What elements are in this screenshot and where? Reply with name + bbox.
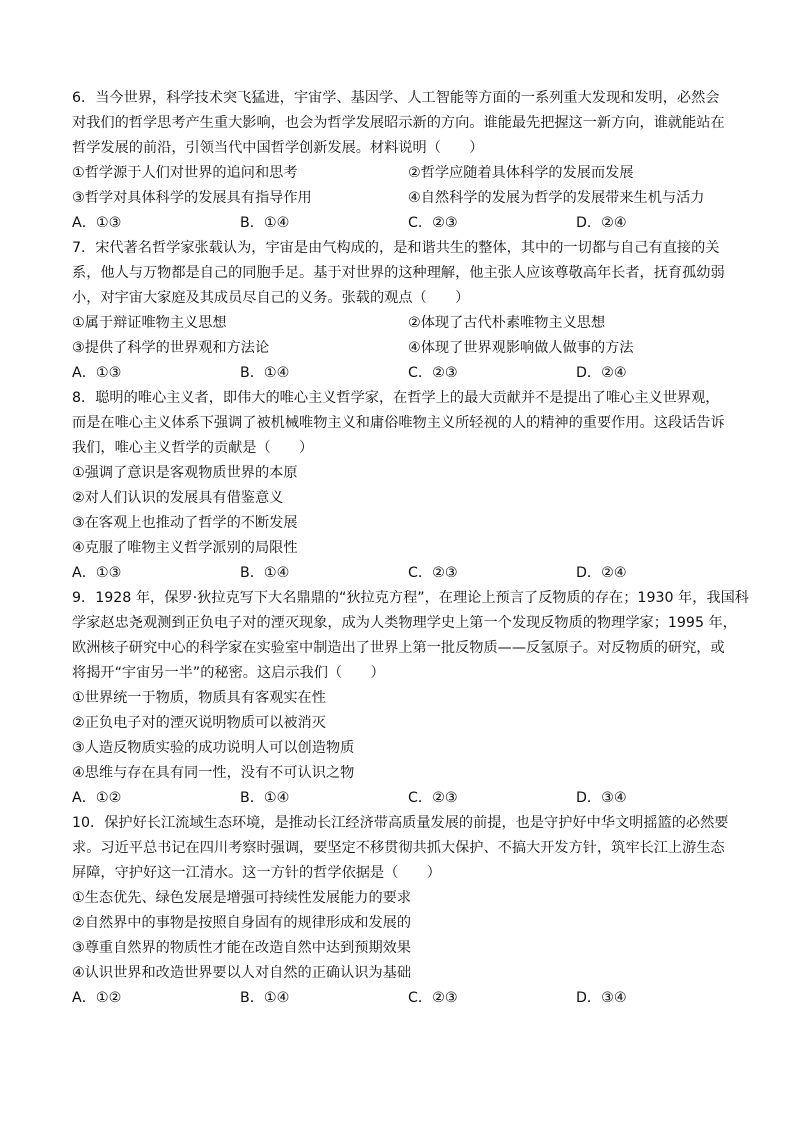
q6-options-row-1 [72,161,722,186]
q6-stem-line-3: 哲学发展的前沿，引领当代中国哲学创新发展。材料说明（ ） [72,140,484,156]
q8-option-4: ④克服了唯物主义哲学派别的局限性 [72,540,298,556]
q7-choice-a: A．①③ [72,365,122,381]
q7-option-4: ④体现了世界观影响做人做事的方法 [408,340,634,356]
q7-choice-d: D．②④ [576,365,627,381]
q10-choice-a: A．①② [72,990,122,1006]
q7-answer-choices [72,361,722,386]
q7-options-row-1 [72,311,722,336]
q9-choice-d: D．③④ [576,790,627,806]
q6-option-3: ③哲学对具体科学的发展具有指导作用 [72,190,312,206]
q9-stem-line-1: 9．1928 年，保罗·狄拉克写下大名鼎鼎的“狄拉克方程”，在理论上预言了反物质的存在；1930 年，我国科 [72,590,749,606]
q6-choice-b: B．①④ [240,215,290,231]
q10-stem-line-2: 求。习近平总书记在四川考察时强调，要坚定不移贯彻共抓大保护、不搞大开发方针，筑牢长江上游生态 [72,840,725,856]
q7-options-row-2 [72,336,722,361]
question-9 [72,586,749,811]
q9-option-2: ②正负电子对的湮灭说明物质可以被消灭 [72,715,326,731]
q8-option-3: ③在客观上也推动了哲学的不断发展 [72,515,298,531]
q10-stem-line-1: 10．保护好长江流域生态环境，是推动长江经济带高质量发展的前提，也是守护好中华文明摇篮的必然要 [72,815,729,831]
q8-stem-line-3: 我们，唯心主义哲学的贡献是（ ） [72,440,314,456]
q9-stem-line-2: 学家赵忠尧观测到正负电子对的湮灭现象，成为人类物理学史上第一个发现反物质的物理学家；1995 年， [72,615,737,631]
q10-choice-b: B．①④ [240,990,290,1006]
q8-option-2: ②对人们认识的发展具有借鉴意义 [72,490,284,506]
question-7 [72,236,725,386]
q8-choice-c: C．②③ [408,565,458,581]
q10-option-1: ①生态优先、绿色发展是增强可持续性发展能力的要求 [72,890,412,906]
q6-choice-a: A．①③ [72,215,122,231]
q9-answer-choices [72,786,722,811]
q10-stem-line-3: 屏障，守护好这一江清水。这一方针的哲学依据是（ ） [72,865,441,881]
q6-stem-line-1: 6．当今世界，科学技术突飞猛进，宇宙学、基因学、人工智能等方面的一系列重大发现和发明，必然会 [72,90,720,106]
q8-choice-b: B．①④ [240,565,290,581]
q6-choice-c: C．②③ [408,215,458,231]
q9-stem-line-3: 欧洲核子研究中心的科学家在实验室中制造出了世界上第一批反物质——反氢原子。对反物质的研究，或 [72,640,725,656]
q9-option-4: ④思维与存在具有同一性，没有不可认识之物 [72,765,355,781]
q6-option-2: ②哲学应随着具体科学的发展而发展 [408,165,634,181]
q7-stem-line-2: 系，他人与万物都是自己的同胞手足。基于对世界的这种理解，他主张人应该尊敬高年长者，抚育孤幼弱 [72,265,725,281]
q10-answer-choices [72,986,722,1011]
question-page [72,86,749,1011]
q6-answer-choices [72,211,722,236]
q8-choice-d: D．②④ [576,565,627,581]
q7-stem-line-1: 7．宋代著名哲学家张载认为，宇宙是由气构成的，是和谐共生的整体，其中的一切都与自己有直接的关 [72,240,720,256]
question-8 [72,386,725,586]
q9-choice-b: B．①④ [240,790,290,806]
q7-choice-c: C．②③ [408,365,458,381]
q9-choice-c: C．②③ [408,790,458,806]
q8-choice-a: A．①③ [72,565,122,581]
q9-choice-a: A．①② [72,790,122,806]
q7-choice-b: B．①④ [240,365,290,381]
q7-option-3: ③提供了科学的世界观和方法论 [72,340,270,356]
q7-option-2: ②体现了古代朴素唯物主义思想 [408,315,606,331]
q9-option-1: ①世界统一于物质，物质具有客观实在性 [72,690,326,706]
q9-stem-line-4: 将揭开“宇宙另一半”的秘密。这启示我们（ ） [72,665,385,681]
q7-stem-line-3: 小，对宇宙大家庭及其成员尽自己的义务。张载的观点（ ） [72,290,470,306]
q8-stem-line-2: 而是在唯心主义体系下强调了被机械唯物主义和庸俗唯物主义所轻视的人的精神的重要作用。这段话告诉 [72,415,725,431]
q10-choice-d: D．③④ [576,990,627,1006]
q9-option-3: ③人造反物质实验的成功说明人可以创造物质 [72,740,355,756]
q10-option-2: ②自然界中的事物是按照自身固有的规律形成和发展的 [72,915,412,931]
q8-stem-line-1: 8．聪明的唯心主义者，即伟大的唯心主义哲学家，在哲学上的最大贡献并不是提出了唯心主义世界观， [72,390,720,406]
q6-option-1: ①哲学源于人们对世界的追问和思考 [72,165,298,181]
q7-option-1: ①属于辩证唯物主义思想 [72,315,227,331]
q6-stem-line-2: 对我们的哲学思考产生重大影响，也会为哲学发展昭示新的方向。谁能最先把握这一新方向，谁就能站在 [72,115,725,131]
q6-option-4: ④自然科学的发展为哲学的发展带来生机与活力 [408,190,705,206]
q10-option-3: ③尊重自然界的物质性才能在改造自然中达到预期效果 [72,940,412,956]
question-6 [72,86,725,236]
q6-choice-d: D．②④ [576,215,627,231]
q8-option-1: ①强调了意识是客观物质世界的本原 [72,465,298,481]
question-10 [72,811,729,1011]
q10-choice-c: C．②③ [408,990,458,1006]
q10-option-4: ④认识世界和改造世界要以人对自然的正确认识为基础 [72,965,412,981]
q6-options-row-2 [72,186,722,211]
q8-answer-choices [72,561,722,586]
